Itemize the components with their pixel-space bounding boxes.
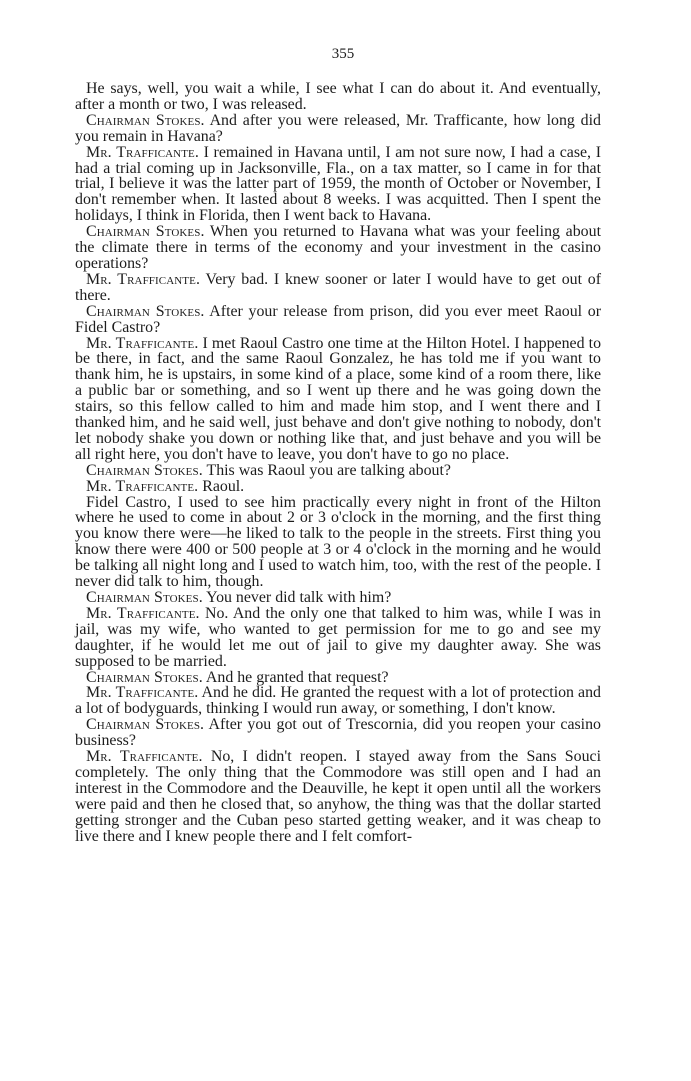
transcript-paragraph — [75, 463, 601, 479]
speaker-label: Mr. Trafficante. — [86, 270, 201, 288]
speaker-label: Chairman Stokes. — [86, 716, 205, 734]
paragraph-text: Very bad. I knew sooner or later I would have to get out of there. — [75, 270, 602, 304]
paragraph-text: And he granted that request? — [202, 668, 389, 686]
paragraph-text: After your release from prison, did you ever meet Raoul or Fidel Castro? — [75, 302, 601, 336]
paragraph-text: And he did. He granted the request with a lot of protection and a lot of bodyguards, thinking I would run away, or something, I don't know. — [75, 684, 602, 718]
speaker-label: Chairman Stokes. — [86, 302, 205, 320]
speaker-label: Mr. Trafficante. — [86, 748, 203, 766]
transcript-paragraph — [75, 749, 601, 844]
speaker-label: Mr. Trafficante. — [86, 143, 199, 161]
speaker-label: Mr. Trafficante. — [86, 477, 199, 495]
paragraph-text: You never did talk with him? — [202, 589, 392, 606]
transcript-paragraph — [75, 145, 601, 225]
paragraph-text: No. And the only one that talked to him was, while I was in jail, was my wife, who wanted to get permission for me to go and see my daughter, if he would let me out of jail to give my daughter away. She was supposed to be married. — [75, 604, 601, 670]
speaker-label: Chairman Stokes. — [86, 461, 203, 479]
speaker-label: Mr. Trafficante. — [86, 334, 199, 352]
transcript-paragraph — [75, 304, 601, 336]
page-number: 355 — [331, 46, 355, 62]
transcript-paragraph — [75, 606, 601, 670]
paragraph-text: After you got out of Trescornia, did you reopen your casino business? — [75, 716, 601, 750]
transcript-paragraph — [75, 670, 601, 686]
transcript-paragraph — [75, 272, 601, 304]
transcript-paragraph — [75, 685, 601, 717]
transcript-paragraph — [75, 113, 601, 145]
speaker-label: Chairman Stokes. — [86, 223, 205, 241]
paragraph-text: I met Raoul Castro one time at the Hilton Hotel. I happened to be there, in fact, and the same Raoul Gonzalez, he has told me if you want to thank him, he is upstairs, in some kind of a place, some kind of a room there, like a public bar or something, and so I went up there and he was going down the stairs, so this fellow called to him and made him stop, and I went there and I thanked him, and he said well, just behave and don't give nothing to nobody, don't let nobody shake you down or nothing like that, and just behave and you will be all right here, you don't have to leave, you don't have to go no place. — [75, 334, 602, 463]
paragraph-text: Fidel Castro, I used to see him practically every night in front of the Hilton where he used to come in about 2 or 3 o'clock in the morning, and the first thing you know there were—he liked to talk to the people in the streets. First thing you know there were 400 or 500 people at 3 or 4 o'clock in the morning and he would be talking all night long and I used to watch him, too, with the rest of the people. I never did talk to him, though. — [75, 493, 601, 591]
paragraph-text: And after you were released, Mr. Trafficante, how long did you remain in Havana? — [75, 111, 601, 145]
speaker-label: Chairman Stokes. — [86, 111, 205, 129]
speaker-label: Chairman Stokes. — [86, 668, 203, 686]
paragraph-text: He says, well, you wait a while, I see what I can do about it. And eventually, after a month or two, I was released. — [75, 80, 601, 113]
transcript-paragraph — [75, 479, 601, 495]
speaker-label: Chairman Stokes. — [86, 589, 203, 606]
paragraph-text: When you returned to Havana what was your feeling about the climate there in terms of the economy and your investment in the casino operations? — [75, 223, 601, 272]
transcript-paragraph — [75, 590, 601, 606]
paragraph-text: I remained in Havana until, I am not sure now, I had a case, I had a trial coming up in Jacksonville, Fla., on a tax matter, so I came in for that trial, I believe it was the latter part of 1959, the month of October or November, I don't remember when. It lasted about 8 weeks. I was acquitted. Then I spent the holidays, I think in Florida, then I went back to Havana. — [75, 143, 601, 225]
paragraph-text: This was Raoul you are talking about? — [202, 461, 451, 479]
paragraph-text: Raoul. — [198, 477, 245, 495]
speaker-label: Mr. Trafficante. — [86, 684, 199, 702]
transcript-paragraph — [75, 224, 601, 272]
paragraph-text: No, I didn't reopen. I stayed away from the Sans Souci completely. The only thing that the Commodore was still open and I had an interest in the Commodore and the Deauville, he kept it open until all the workers were paid and then he closed that, so anyhow, the thing was that the dollar started getting stronger and the Cuban peso started getting weaker, and it was cheap to live there and I knew people there and I felt comfort- — [75, 748, 601, 845]
transcript-paragraph — [75, 336, 601, 463]
transcript-body — [75, 81, 601, 845]
speaker-label: Mr. Trafficante. — [86, 604, 200, 622]
transcript-paragraph — [75, 495, 601, 590]
transcript-paragraph — [75, 81, 601, 113]
transcript-paragraph — [75, 717, 601, 749]
